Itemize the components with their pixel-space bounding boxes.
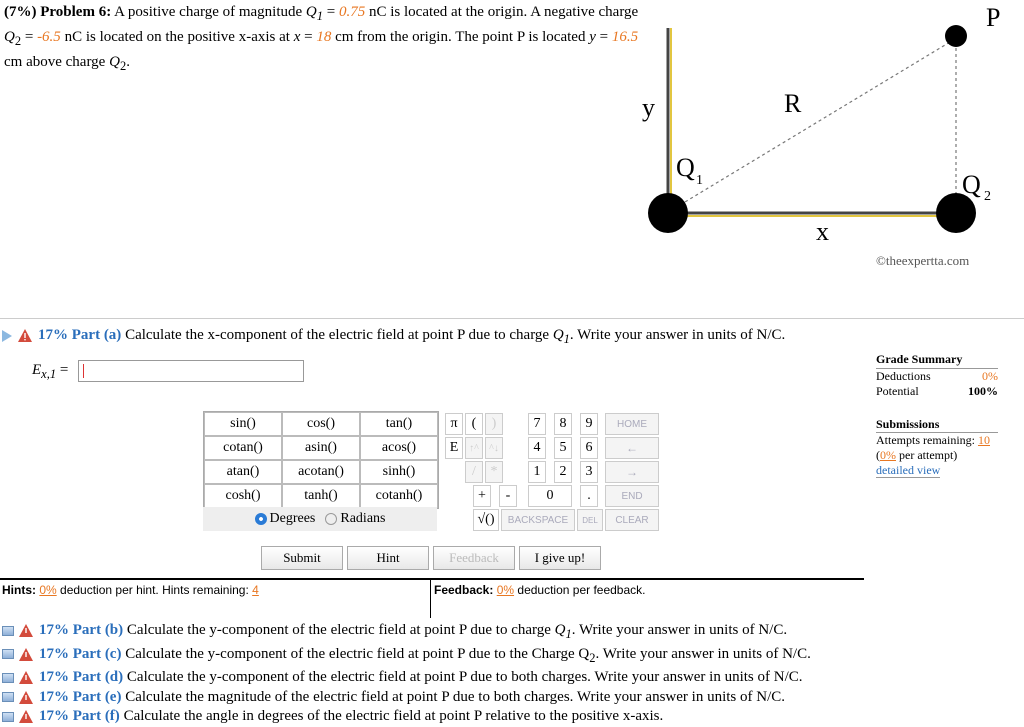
part-a-text-2: . Write your answer in units of N/C. [569,327,786,343]
eq: = [24,29,34,45]
key-divide[interactable]: / [465,461,483,483]
key-tanh[interactable]: tanh() [282,484,360,508]
label-p: P [986,3,1001,32]
grade-title: Grade Summary [876,352,998,369]
warning-icon [18,329,32,342]
degrees-option[interactable] [255,511,316,527]
key-tan[interactable]: tan() [360,412,438,436]
eq: = [326,4,336,20]
per-attempt-row [876,448,998,463]
key-8[interactable]: 8 [554,413,572,435]
part-b-tail: . Write your answer in units of N/C. [571,622,788,638]
hint-button[interactable]: Hint [347,546,429,570]
part-d-text: Calculate the y-component of the electric field at point P due to both charges. Write your answer in units of N/C. [126,669,803,685]
q2-symbol-end: Q [109,54,120,70]
key-cos[interactable]: cos() [282,412,360,436]
deductions-label: Deductions [876,369,931,383]
label-q2: Q [962,170,981,199]
key-clear[interactable]: CLEAR [605,509,659,531]
period: . [126,54,130,70]
paren-open: ( [876,448,880,462]
part-a-label: Part (a) [71,327,122,343]
key-2[interactable]: 2 [554,461,572,483]
feedback-text: deduction per feedback. [517,583,646,597]
eq: = [304,29,313,45]
charge-diagram [640,0,1024,290]
deductions-value: 0% [982,369,998,383]
part-b-percent: 17% [39,622,69,638]
part-b-text: Calculate the y-component of the electric field at point P due to charge [126,622,551,638]
x-symbol: x [293,29,301,45]
part-c-text: Calculate the y-component of the electric field at point P due to the Charge Q [125,645,590,662]
part-icon[interactable] [2,649,14,659]
credit-text: ©theexpertta.com [876,253,970,268]
other-parts [2,621,811,727]
key-0[interactable]: 0 [528,485,572,507]
feedback-label: Feedback: [434,583,494,597]
function-grid [203,411,439,509]
q1-sub: 1 [316,9,324,23]
per-attempt-pct: 0% [880,448,896,462]
part-b-sub: 1 [565,627,572,641]
per-attempt-text: per attempt) [899,448,958,462]
potential-row [876,384,998,399]
warning-icon [19,691,33,704]
label-q1: Q [676,153,695,182]
q2-symbol: Q [4,29,15,45]
label-q2-sub: 2 [984,189,991,204]
r-line [680,42,950,205]
key-sin[interactable]: sin() [204,412,282,436]
key-atan[interactable]: atan() [204,460,282,484]
deductions-row [876,369,998,384]
radians-label: Radians [340,511,386,526]
answer-label-sub: x,1 [41,367,57,381]
key-minus[interactable]: - [499,485,517,507]
key-4[interactable]: 4 [528,437,546,459]
part-e-text: Calculate the magnitude of the electric field at point P due to both charges. Write your answer in units of N/C. [125,688,785,705]
part-icon[interactable] [2,692,14,702]
label-r: R [784,89,802,118]
warning-icon [19,624,33,637]
part-e-row[interactable] [2,688,811,708]
key-7[interactable]: 7 [528,413,546,435]
key-cosh[interactable]: cosh() [204,484,282,508]
hints-info [2,583,259,597]
angle-mode [203,507,437,531]
key-rparen[interactable]: ) [485,413,503,435]
key-lparen[interactable]: ( [465,413,483,435]
part-c-sub: 2 [589,650,596,665]
part-a-percent: 17% [38,327,68,343]
problem-weight: (7%) [4,4,37,20]
part-icon[interactable] [2,626,14,636]
part-c-label: Part (c) [72,645,122,662]
problem-text-2: nC is located at the origin. A negative charge [368,4,639,20]
key-backspace[interactable]: BACKSPACE [501,509,575,531]
answer-label-eq: = [59,362,69,378]
expand-icon[interactable] [2,330,12,342]
part-c-tail: . Write your answer in units of N/C. [595,645,811,662]
q1-value: 0.75 [338,4,366,20]
q2-sub: 2 [14,34,22,48]
key-up[interactable]: ↑^ [465,437,483,459]
key-dot[interactable]: . [580,485,598,507]
potential-value: 100% [968,384,998,398]
key-right[interactable]: → [605,461,659,483]
answer-input[interactable] [78,360,304,382]
radians-option[interactable] [325,511,385,527]
label-y: y [642,93,655,122]
q2-charge [936,193,976,233]
part-c-row[interactable] [2,645,811,669]
key-5[interactable]: 5 [554,437,572,459]
key-home[interactable]: HOME [605,413,659,435]
part-e-label: Part (e) [72,688,122,705]
warning-icon [19,671,33,684]
degrees-label: Degrees [269,511,316,526]
submit-button[interactable]: Submit [261,546,343,570]
part-icon[interactable] [2,712,14,722]
part-e-percent: 17% [39,688,69,705]
attempts-label: Attempts remaining: [876,433,975,447]
key-sqrt[interactable]: √() [473,509,499,531]
part-d-percent: 17% [39,669,69,685]
part-f-label: Part (f) [72,708,120,724]
warning-icon [19,710,33,723]
label-q1-sub: 1 [696,173,703,188]
hints-label: Hints: [2,583,36,597]
hints-pct: 0% [39,583,57,597]
problem-text-4: cm from the origin. The point P is located [335,29,586,45]
key-cotan[interactable]: cotan() [204,436,282,460]
part-c-percent: 17% [39,645,69,662]
key-pi[interactable]: π [445,413,463,435]
key-e[interactable]: E [445,437,463,459]
point-p [945,25,967,47]
key-asin[interactable]: asin() [282,436,360,460]
key-del[interactable]: DEL [577,509,603,531]
attempts-row [876,433,998,448]
grade-summary [876,352,998,478]
detailed-view-link[interactable]: detailed view [876,463,941,477]
part-d-label: Part (d) [72,669,124,685]
degrees-radio[interactable] [255,513,267,525]
potential-label: Potential [876,384,919,398]
key-left[interactable]: ← [605,437,659,459]
answer-label-sym: E [32,362,42,378]
key-end[interactable]: END [605,485,659,507]
warning-icon [19,648,33,661]
feedback-info [434,583,645,597]
part-a-q-sub: 1 [563,332,570,346]
part-f-percent: 17% [39,708,69,724]
q1-charge [648,193,688,233]
part-d-row[interactable] [2,668,811,688]
label-x: x [816,217,829,246]
key-cotanh[interactable]: cotanh() [360,484,438,508]
problem-text-1: A positive charge of magnitude [114,4,303,20]
radians-radio[interactable] [325,513,337,525]
key-9[interactable]: 9 [580,413,598,435]
hints-text: deduction per hint. Hints remaining: [60,583,249,597]
part-b-label: Part (b) [72,622,124,638]
problem-title: Problem 6: [40,4,112,20]
eq: = [599,29,609,45]
key-3[interactable]: 3 [580,461,598,483]
problem-text-5: cm above charge [4,54,106,70]
part-b-row[interactable] [2,621,811,645]
answer-label [32,362,68,382]
submissions-title: Submissions [876,417,998,433]
divider [430,580,431,618]
part-b-q: Q [554,622,566,638]
give-up-button[interactable]: I give up! [519,546,601,570]
q2-sub-end: 2 [119,59,127,73]
q2-value: -6.5 [37,29,61,45]
y-symbol: y [589,29,596,45]
feedback-button[interactable]: Feedback [433,546,515,570]
key-1[interactable]: 1 [528,461,546,483]
problem-statement [4,2,644,77]
attempts-value: 10 [977,433,990,447]
hints-remaining: 4 [252,583,259,597]
part-a-text: Calculate the x-component of the electric field at point P due to charge [125,327,550,343]
y-value: 16.5 [611,29,639,45]
key-power[interactable]: ^↓ [485,437,503,459]
feedback-pct: 0% [496,583,515,597]
problem-text-3: nC is located on the positive x-axis at [64,29,290,45]
q1-symbol: Q [305,4,317,20]
part-icon[interactable] [2,673,14,683]
part-f-text: Calculate the angle in degrees of the electric field at point P relative to the positive x-axis. [123,708,664,724]
key-acos[interactable]: acos() [360,436,438,460]
part-a-title [2,327,785,347]
text-caret [83,364,84,378]
keypad [203,411,663,533]
part-a-q: Q [552,327,564,343]
key-multiply[interactable]: * [485,461,503,483]
key-plus[interactable]: + [473,485,491,507]
x-value: 18 [316,29,332,45]
key-6[interactable]: 6 [580,437,598,459]
key-acotan[interactable]: acotan() [282,460,360,484]
key-sinh[interactable]: sinh() [360,460,438,484]
